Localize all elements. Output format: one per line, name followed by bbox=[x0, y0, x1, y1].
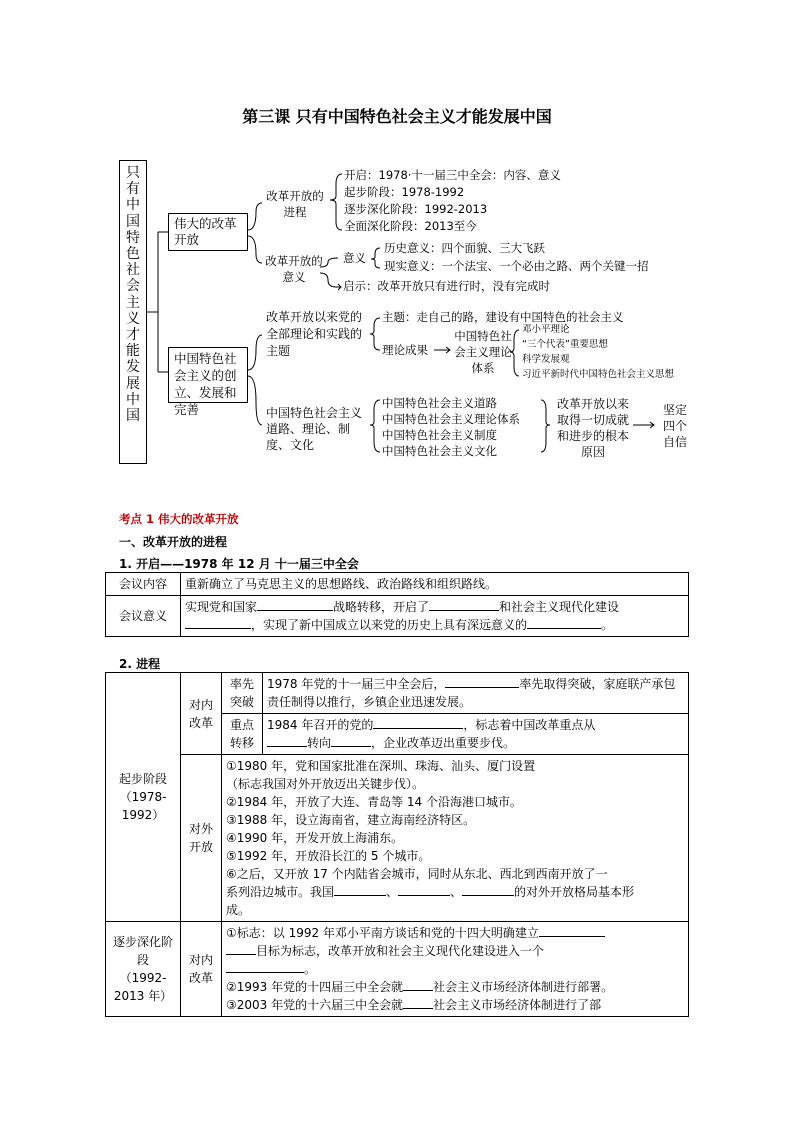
outer-label: 对外开放 bbox=[188, 822, 213, 854]
t1-r2-b: 战略转移，开启了 bbox=[333, 600, 430, 614]
root-char: 才 bbox=[126, 327, 140, 344]
stage1-cell bbox=[106, 673, 181, 922]
deep-b: 目标为标志，改革开放和社会主义现代化建设进入一个 bbox=[256, 944, 545, 958]
fc-b: ，标志着中国改革重点从 bbox=[463, 718, 596, 732]
fc-a: 1984 年召开的党的 bbox=[267, 718, 374, 732]
breakthrough-text bbox=[263, 673, 689, 714]
b1-sub1-item: 开启：1978·十一届三中全会：内容、意义 bbox=[344, 168, 561, 182]
open-item: 、 bbox=[450, 885, 463, 899]
fill-blank[interactable] bbox=[462, 895, 514, 896]
root-char: 展 bbox=[126, 375, 140, 392]
inner-cell bbox=[181, 673, 222, 755]
table-meeting bbox=[105, 572, 689, 637]
sub-heading-1: 1. 开启——1978 年 12 月 十一届三中全会 bbox=[119, 557, 359, 571]
table-process bbox=[105, 672, 689, 1017]
deep-3a: ③2003 年党的十六届三中全会就 bbox=[226, 998, 404, 1012]
theory-item: 邓小平理论 bbox=[522, 324, 570, 335]
stage2-label: 逐步深化阶段 bbox=[113, 935, 174, 967]
deepen-text bbox=[222, 922, 689, 1017]
open-item: ⑥之后，又开放 17 个内陆省会城市，同时从东北、西北到西南开放了一 bbox=[226, 867, 608, 881]
b2-sub1-system: 中国特色社会主义理论体系 bbox=[454, 329, 512, 375]
root-char: 义 bbox=[126, 310, 140, 327]
t1-r2-text bbox=[181, 596, 689, 637]
focus-text bbox=[263, 714, 689, 755]
root-char: 有 bbox=[126, 181, 140, 198]
fill-blank[interactable] bbox=[539, 936, 605, 937]
deep-3b: 社会主义市场经济体制进行了部 bbox=[433, 998, 602, 1012]
theory-item: “三个代表”重要思想 bbox=[522, 339, 608, 350]
fill-blank[interactable] bbox=[334, 895, 386, 896]
stage1-years: （1978-1992） bbox=[119, 790, 167, 822]
open-item: 系列沿边城市。我国 bbox=[226, 885, 335, 899]
t1-r2-e: 。 bbox=[601, 618, 614, 632]
fill-blank[interactable] bbox=[403, 990, 433, 991]
branch2-text: 中国特色社会主义的创立、发展和完善 bbox=[174, 351, 237, 417]
t1-r1-text: 重新确立了马克思主义的思想路线、政治路线和组织路线。 bbox=[181, 573, 689, 596]
root-char: 国 bbox=[126, 408, 140, 425]
b2-sub2-item: 中国特色社会主义道路 bbox=[382, 396, 497, 410]
outer-cell bbox=[181, 755, 222, 922]
b1-sub2-meaning: 意义 bbox=[343, 251, 366, 265]
b2-sub2-reason: 改革开放以来取得一切成就和进步的根本原因 bbox=[556, 397, 629, 459]
open-item: 的对外开放格局基本形 bbox=[514, 885, 635, 899]
fill-blank[interactable] bbox=[373, 728, 463, 729]
root-char: 中 bbox=[126, 197, 140, 214]
b1-sub2: 改革开放的意义 bbox=[265, 254, 323, 284]
breakthrough-label: 率先突破 bbox=[229, 677, 254, 709]
open-item: 成。 bbox=[226, 903, 251, 917]
fill-blank[interactable] bbox=[267, 746, 307, 747]
open-item: ⑤1992 年，开放沿长江的 5 个城市。 bbox=[226, 849, 431, 863]
root-char: 国 bbox=[126, 213, 140, 230]
fill-blank[interactable] bbox=[331, 746, 371, 747]
b2-sub2-item: 中国特色社会主义文化 bbox=[382, 444, 497, 458]
b2-sub1: 改革开放以来党的全部理论和实践的主题 bbox=[266, 310, 363, 358]
inner2-label: 对内改革 bbox=[188, 953, 213, 985]
deep-c: 。 bbox=[304, 962, 317, 976]
t1-r2-c: 和社会主义现代化建设 bbox=[499, 600, 620, 614]
root-char: 中 bbox=[126, 391, 140, 408]
b1-sub2-insp: 启示：改革开放只有进行时，没有完成时 bbox=[343, 279, 550, 293]
stage2-cell bbox=[106, 922, 181, 1017]
root-char: 只 bbox=[126, 165, 140, 181]
fill-blank[interactable] bbox=[226, 954, 256, 955]
b2-sub2-item: 中国特色社会主义理论体系 bbox=[382, 412, 520, 426]
fill-blank[interactable] bbox=[429, 610, 499, 611]
fill-blank[interactable] bbox=[185, 628, 251, 629]
mindmap-branch1 bbox=[168, 213, 248, 251]
inner2-cell bbox=[181, 922, 222, 1017]
b1-sub1-item: 全面深化阶段：2013至今 bbox=[344, 219, 477, 233]
b1-sub1-item: 逐步深化阶段：1992-2013 bbox=[344, 202, 488, 216]
page-title: 第三课 只有中国特色社会主义才能发展中国 bbox=[242, 107, 552, 126]
bt-a: 1978 年党的十一届三中全会后， bbox=[267, 677, 446, 691]
root-char: 社 bbox=[126, 262, 140, 279]
theory-item: 科学发展观 bbox=[522, 354, 570, 365]
b2-sub1-theme: 主题：走自己的路，建设有中国特色的社会主义 bbox=[382, 310, 624, 324]
fill-blank[interactable] bbox=[445, 687, 519, 688]
b1-sub2-real: 现实意义：一个法宝、一个必由之路、两个关键一招 bbox=[384, 259, 649, 273]
open-item: ①1980 年，党和国家批准在深圳、珠海、汕头、厦门设置 bbox=[226, 759, 536, 773]
open-text bbox=[222, 755, 689, 922]
b2-sub2-item: 中国特色社会主义制度 bbox=[382, 428, 497, 442]
inner-label: 对内改革 bbox=[188, 697, 213, 730]
focus-cell bbox=[222, 714, 263, 755]
b1-sub2-hist: 历史意义：四个面貌、三大飞跃 bbox=[384, 241, 545, 255]
root-char: 主 bbox=[126, 294, 140, 311]
t1-r2-d: ，实现了新中国成立以来党的历史上具有深远意义的 bbox=[251, 618, 528, 632]
deep-2b: 社会主义市场经济体制进行部署。 bbox=[433, 980, 614, 994]
branch1-text: 伟大的改革开放 bbox=[174, 216, 237, 247]
bt-b: 率先取得突破，家庭联产承包责任制得以推行，乡镇企业迅速发展。 bbox=[267, 677, 676, 709]
root-char: 发 bbox=[126, 359, 140, 376]
section-heading: 一、改革开放的进程 bbox=[119, 535, 228, 549]
open-item: 、 bbox=[386, 885, 399, 899]
b2-sub2: 中国特色社会主义道路、理论、制度、文化 bbox=[266, 406, 363, 452]
root-char: 会 bbox=[126, 278, 140, 295]
stage1-label: 起步阶段 bbox=[118, 772, 167, 786]
fill-blank[interactable] bbox=[257, 610, 333, 611]
root-char: 色 bbox=[126, 246, 140, 263]
b2-sub2-conf: 坚定四个自信 bbox=[662, 403, 687, 449]
breakthrough-cell bbox=[222, 673, 263, 714]
deep-a: ①标志：以 1992 年邓小平南方谈话和党的十四大明确建立 bbox=[226, 926, 539, 940]
stage2-years: （1992-2013 年） bbox=[113, 971, 173, 1003]
fill-blank[interactable] bbox=[398, 895, 450, 896]
root-char: 特 bbox=[126, 229, 140, 246]
fill-blank[interactable] bbox=[226, 972, 304, 973]
t1-r1-label: 会议内容 bbox=[106, 573, 181, 596]
deep-2a: ②1993 年党的十四届三中全会就 bbox=[226, 980, 404, 994]
fill-blank[interactable] bbox=[527, 628, 601, 629]
t1-r2-a: 实现党和国家 bbox=[185, 600, 258, 614]
fc-d: ，企业改革迈出重要步伐。 bbox=[371, 736, 516, 750]
open-item: ②1984 年，开放了大连、青岛等 14 个沿海港口城市。 bbox=[226, 795, 523, 809]
open-item: （标志我国对外开放迈出关键步伐）。 bbox=[226, 777, 425, 791]
fc-c: 转向 bbox=[307, 736, 332, 750]
sub-heading-2: 2. 进程 bbox=[119, 657, 161, 671]
b2-sub1-result: 理论成果 bbox=[382, 343, 428, 357]
t1-r2-label: 会议意义 bbox=[106, 596, 181, 637]
mindmap-branch2 bbox=[168, 347, 248, 417]
b1-sub1-item: 起步阶段：1978-1992 bbox=[344, 185, 465, 199]
b1-sub1: 改革开放的进程 bbox=[266, 189, 324, 219]
root-char: 能 bbox=[126, 343, 140, 360]
fill-blank[interactable] bbox=[403, 1008, 433, 1009]
kaodian-heading: 考点 1 伟大的改革开放 bbox=[119, 512, 239, 526]
open-item: ③1988 年，设立海南省，建立海南经济特区。 bbox=[226, 813, 476, 827]
theory-item: 习近平新时代中国特色社会主义思想 bbox=[522, 369, 675, 380]
focus-label: 重点转移 bbox=[229, 718, 254, 750]
open-item: ④1990 年，开发开放上海浦东。 bbox=[226, 831, 404, 845]
